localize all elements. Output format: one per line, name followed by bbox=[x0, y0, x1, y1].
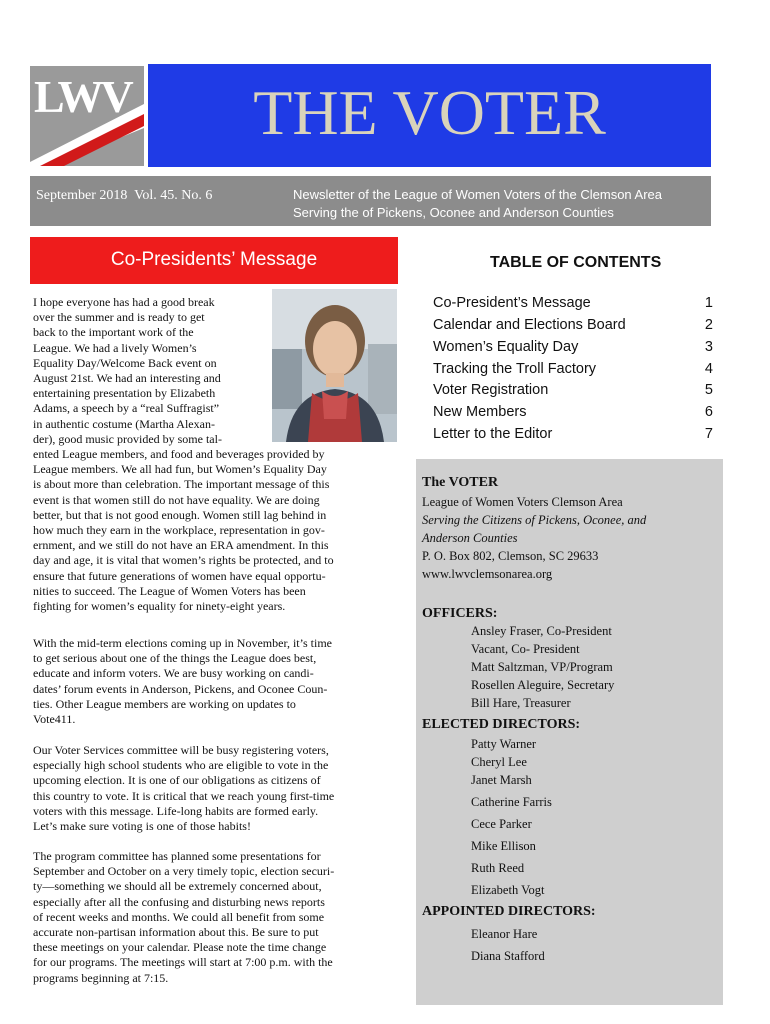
info-bar bbox=[30, 176, 711, 226]
officer-name: Rosellen Aleguire, Secretary bbox=[471, 678, 615, 692]
director-name: Elizabeth Vogt bbox=[471, 883, 545, 897]
toc-item[interactable] bbox=[433, 426, 713, 448]
text-line: accurate non-partisan information about this. Be sure to put bbox=[33, 925, 319, 940]
co-presidents-paragraph-2 bbox=[33, 636, 380, 727]
text-line: League members. We all had fun, but Women’s Equality Day bbox=[33, 462, 327, 477]
toc-item-label: Tracking the Troll Factory bbox=[433, 361, 597, 377]
text-line: ented League members, and food and beverages provided by bbox=[33, 447, 325, 461]
toc-item[interactable] bbox=[433, 295, 713, 317]
sidebar-serving: Serving the Citizens of Pickens, Oconee, and bbox=[422, 513, 647, 527]
text-line: better, but that is not good enough. Women still lag behind in bbox=[33, 507, 327, 522]
officer-name: Ansley Fraser, Co-President bbox=[471, 624, 612, 638]
newsletter-description bbox=[293, 186, 662, 222]
text-line: nities to succeed. The League of Women Voters has been bbox=[33, 583, 306, 598]
appointed-directors-heading: APPOINTED DIRECTORS: bbox=[422, 904, 596, 919]
toc-item[interactable] bbox=[433, 404, 713, 426]
text-line: ensure that future generations of women have equal opportu- bbox=[33, 568, 326, 583]
text-line: in authentic costume (Martha Alexan- bbox=[33, 416, 215, 431]
text-line: With the mid-term elections coming up in November, it’s time bbox=[33, 636, 332, 650]
director-name: Diana Stafford bbox=[471, 949, 545, 963]
sidebar-website[interactable]: www.lwvclemsonarea.org bbox=[422, 567, 553, 581]
toc-item-page: 6 bbox=[704, 404, 713, 420]
toc-item[interactable] bbox=[433, 382, 713, 404]
issue-info: September 2018 Vol. 45. No. 6 bbox=[36, 188, 213, 203]
officer-name: Vacant, Co- President bbox=[471, 642, 580, 656]
sidebar-serving: Anderson Counties bbox=[422, 531, 518, 545]
text-line: back to the important work of the bbox=[33, 325, 194, 340]
director-name: Patty Warner bbox=[471, 737, 537, 751]
text-line: Adams, a speech by a “real Suffragist” bbox=[33, 401, 220, 416]
sidebar-title: The VOTER bbox=[422, 475, 499, 490]
text-line: for our programs. The meetings will start at 7:00 p.m. with the bbox=[33, 955, 333, 970]
newsletter-desc-line: Newsletter of the League of Women Voters of the Clemson Area bbox=[293, 187, 663, 202]
text-line: over the summer and is ready to get bbox=[33, 310, 205, 325]
officer-name: Matt Saltzman, VP/Program bbox=[471, 660, 613, 674]
toc-item-page: 3 bbox=[704, 339, 713, 355]
text-line: August 21st. We had an interesting and bbox=[33, 371, 221, 386]
toc-item-page: 1 bbox=[704, 295, 713, 311]
text-line: ernment, and we still do not have an ERA amendment. In this bbox=[33, 538, 329, 553]
text-line: educate and inform voters. We are busy working on candi- bbox=[33, 666, 314, 681]
text-line: day and age, it is vital that women’s rights be protected, and to bbox=[33, 553, 334, 568]
co-president-photo bbox=[272, 289, 397, 442]
officer-name: Bill Hare, Treasurer bbox=[471, 696, 571, 710]
svg-text:LWV: LWV bbox=[34, 71, 131, 122]
text-line: League. We had a lively Women’s bbox=[33, 340, 197, 355]
co-presidents-paragraph-1-continued bbox=[33, 447, 380, 614]
text-line: of recent weeks and months. We could all benefit from some bbox=[33, 909, 325, 924]
officers-heading: OFFICERS: bbox=[422, 606, 498, 621]
director-name: Ruth Reed bbox=[471, 861, 525, 875]
masthead-title: THE VOTER bbox=[253, 77, 606, 148]
co-presidents-paragraph-4 bbox=[33, 849, 380, 986]
toc-item-page: 5 bbox=[704, 382, 713, 398]
newsletter-desc-line: Serving the of Pickens, Oconee and Anderson Counties bbox=[293, 205, 614, 220]
toc-item[interactable] bbox=[433, 339, 713, 361]
sidebar-org: League of Women Voters Clemson Area bbox=[422, 495, 623, 509]
text-line: ties. Other League members are working on updates to bbox=[33, 696, 296, 711]
text-line: Let’s make sure voting is one of those habits! bbox=[33, 819, 251, 834]
text-line: Our Voter Services committee will be busy registering voters, bbox=[33, 743, 329, 757]
toc-item-label: Voter Registration bbox=[433, 382, 549, 398]
text-line: these meetings on your calendar. Please note the time change bbox=[33, 940, 327, 955]
sidebar-address: P. O. Box 802, Clemson, SC 29633 bbox=[422, 549, 599, 563]
toc-item-label: Co-President’s Message bbox=[433, 295, 591, 311]
toc-item-page: 4 bbox=[704, 361, 713, 377]
text-line: entertaining presentation by Elizabeth bbox=[33, 386, 216, 401]
co-presidents-paragraph-3 bbox=[33, 743, 380, 834]
text-line: especially high school students who are eligible to vote in the bbox=[33, 758, 329, 773]
text-line: Equality Day/Welcome Back event on bbox=[33, 355, 217, 370]
toc-item-label: Calendar and Elections Board bbox=[433, 317, 626, 333]
director-name: Eleanor Hare bbox=[471, 927, 538, 941]
co-presidents-paragraph-1 bbox=[33, 295, 263, 447]
toc-item[interactable] bbox=[433, 317, 713, 339]
toc-item-label: New Members bbox=[433, 404, 527, 420]
text-line: is about more than celebration. The important message of this bbox=[33, 477, 330, 492]
director-name: Janet Marsh bbox=[471, 773, 532, 787]
director-name: Cheryl Lee bbox=[471, 755, 527, 769]
info-sidebar bbox=[416, 459, 723, 1005]
text-line: especially after all the confusing and disturbing news reports bbox=[33, 894, 325, 909]
text-line: to get serious about one of the things the League does best, bbox=[33, 651, 317, 666]
text-line: dates’ forum events in Anderson, Pickens, and Oconee Coun- bbox=[33, 681, 328, 696]
text-line: September and October on a very timely topic, election securi- bbox=[33, 864, 335, 879]
text-line: how much they earn in the workplace, representation in gov- bbox=[33, 523, 325, 538]
toc-item-label: Letter to the Editor bbox=[433, 426, 553, 442]
toc-title: TABLE OF CONTENTS bbox=[490, 254, 662, 271]
text-line: The program committee has planned some presentations for bbox=[33, 849, 321, 863]
toc-item-page: 7 bbox=[704, 426, 713, 442]
toc-item[interactable] bbox=[433, 361, 713, 383]
masthead bbox=[148, 64, 711, 167]
toc-item-page: 2 bbox=[704, 317, 713, 333]
text-line: this country to vote. It is critical that we reach young first-time bbox=[33, 788, 335, 803]
text-line: event is that women still do not have equality. We are doing bbox=[33, 492, 320, 507]
elected-directors-heading: ELECTED DIRECTORS: bbox=[422, 717, 581, 732]
text-line: ty—something we should all be extremely concerned about, bbox=[33, 879, 322, 894]
text-line: I hope everyone has had a good break bbox=[33, 295, 215, 309]
text-line: der), good music provided by some tal- bbox=[33, 431, 222, 446]
text-line: programs beginning at 7:15. bbox=[33, 970, 169, 985]
director-name: Mike Ellison bbox=[471, 839, 536, 853]
lwv-logo bbox=[30, 66, 144, 166]
director-name: Cece Parker bbox=[471, 817, 532, 831]
text-line: upcoming election. It is one of our obligations as citizens of bbox=[33, 773, 321, 788]
director-name: Catherine Farris bbox=[471, 795, 552, 809]
toc-item-label: Women’s Equality Day bbox=[433, 339, 579, 355]
text-line: fighting for women’s equality for ninety-eight years. bbox=[33, 599, 286, 614]
text-line: voters with this message. Life-long habits are formed early. bbox=[33, 803, 319, 818]
co-presidents-heading-bar bbox=[30, 237, 398, 284]
text-line: Vote411. bbox=[33, 712, 76, 727]
co-presidents-heading: Co-Presidents’ Message bbox=[110, 249, 318, 270]
